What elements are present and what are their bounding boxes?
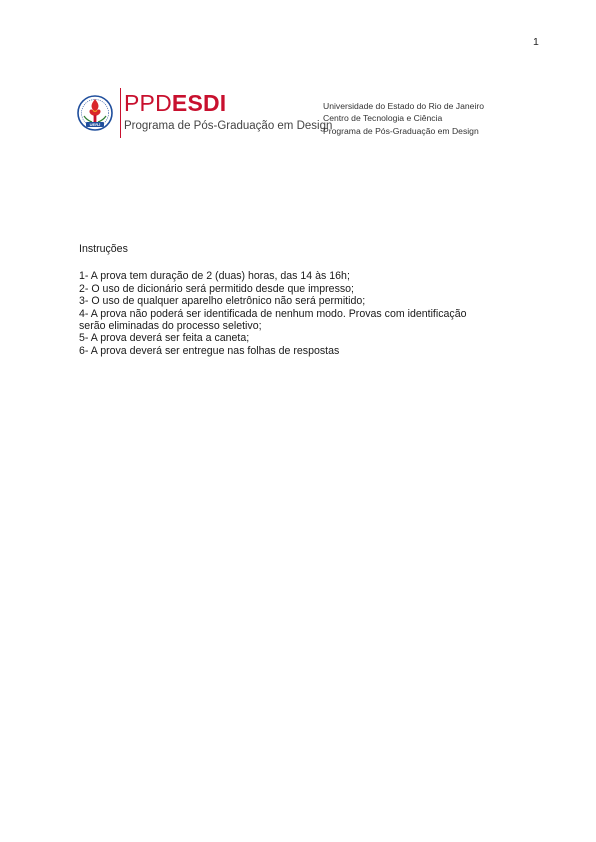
logo-esdi: ESDI bbox=[171, 90, 227, 116]
uerj-seal-icon bbox=[76, 92, 114, 136]
program-name: Programa de Pós-Graduação em Design bbox=[124, 120, 333, 132]
ppdesdi-logo bbox=[124, 90, 226, 116]
instructions-title: Instruções bbox=[79, 243, 128, 255]
institution-block bbox=[323, 100, 484, 137]
institution-line-university: Universidade do Estado do Rio de Janeiro bbox=[323, 101, 484, 111]
page-number: 1 bbox=[533, 36, 539, 48]
instruction-item-4-continued: serão eliminadas do processo seletivo; bbox=[79, 320, 262, 333]
seal-label: UERJ bbox=[89, 122, 101, 127]
institution-line-program: Programa de Pós-Graduação em Design bbox=[323, 125, 479, 136]
instruction-item-5: 5- A prova deverá ser feita a caneta; bbox=[79, 332, 250, 345]
brand-divider bbox=[120, 88, 121, 138]
instruction-item-3: 3- O uso de qualquer aparelho eletrônico não será permitido; bbox=[79, 295, 366, 308]
document-header bbox=[76, 88, 536, 142]
instructions-section bbox=[79, 243, 539, 357]
logo-ppd: PPD bbox=[124, 90, 172, 116]
instruction-item-2: 2- O uso de dicionário será permitido desde que impresso; bbox=[79, 282, 354, 295]
instruction-item-6: 6- A prova deverá ser entregue nas folhas de respostas bbox=[79, 344, 340, 357]
institution-line-center: Centro de Tecnologia e Ciência bbox=[323, 113, 443, 124]
instruction-item-4: 4- A prova não poderá ser identificada de nenhum modo. Provas com identificação bbox=[79, 307, 467, 320]
instruction-item-1: 1- A prova tem duração de 2 (duas) horas, das 14 às 16h; bbox=[79, 270, 350, 283]
